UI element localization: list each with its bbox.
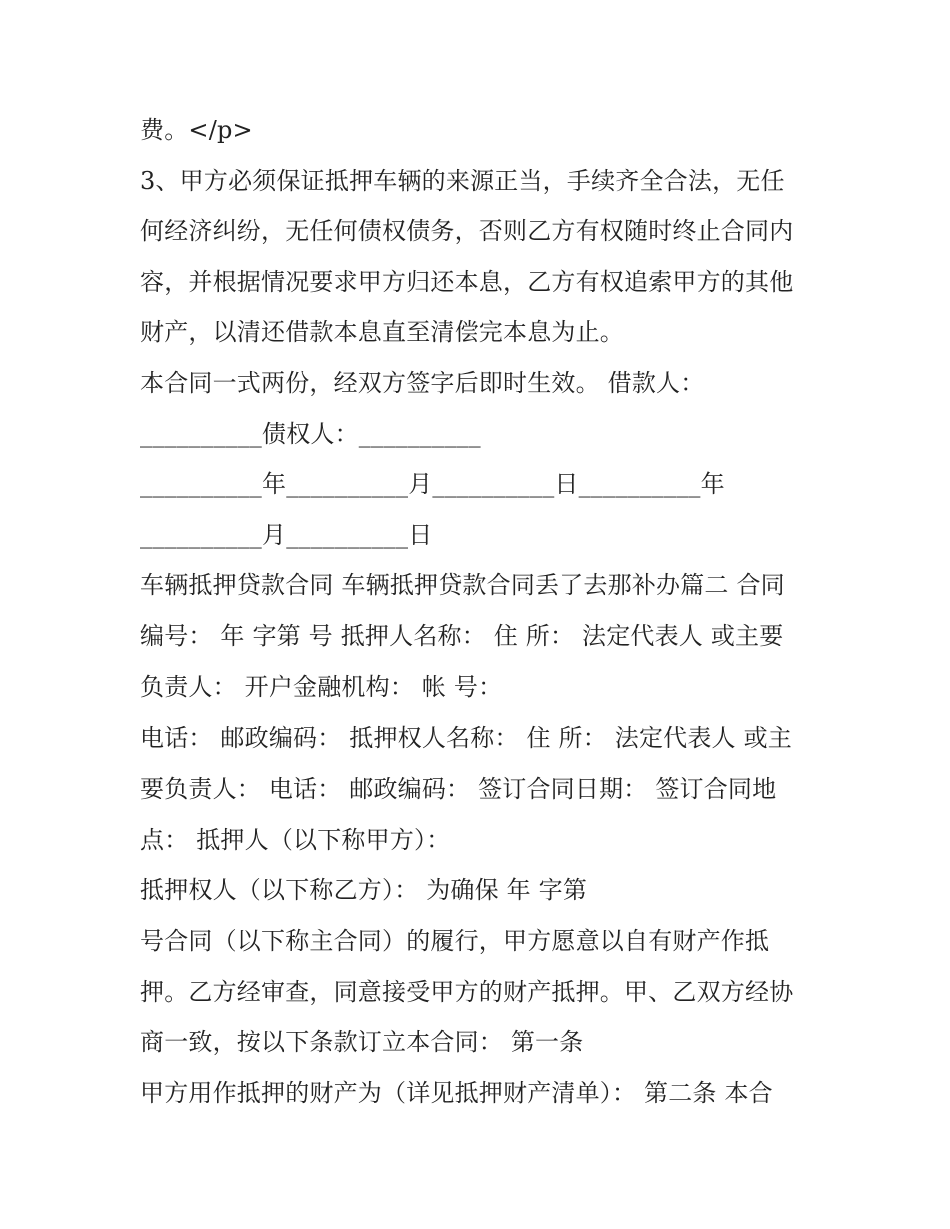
text-line: 甲方用作抵押的财产为（详见抵押财产清单）： 第二条 本合	[140, 1079, 773, 1107]
text-line: 要负责人： 电话： 邮政编码： 签订合同日期： 签订合同地	[140, 775, 777, 803]
text-line: 费。</p>	[140, 116, 253, 144]
text-line: 本合同一式两份，经双方签字后即时生效。 借款人：	[140, 369, 705, 397]
date-line: __________月__________日	[140, 521, 433, 549]
text-line: 押。乙方经审查，同意接受甲方的财产抵押。甲、乙双方经协	[140, 978, 794, 1006]
text-line: 负责人： 开户金融机构： 帐 号：	[140, 673, 503, 701]
date-line: __________年__________月__________日__________年	[140, 470, 725, 498]
text-line: 容，并根据情况要求甲方归还本息，乙方有权追索甲方的其他	[140, 268, 794, 296]
text-line: 号合同（以下称主合同）的履行，甲方愿意以自有财产作抵	[140, 927, 770, 955]
text-line: 编号： 年 字第 号 抵押人名称： 住 所： 法定代表人 或主要	[140, 622, 784, 650]
text-line: 电话： 邮政编码： 抵押权人名称： 住 所： 法定代表人 或主	[140, 724, 792, 752]
text-line: 财产，以清还借款本息直至清偿完本息为止。	[140, 318, 624, 346]
signature-line: __________债权人：__________	[140, 420, 481, 448]
text-line: 商一致，按以下条款订立本合同： 第一条	[140, 1028, 584, 1056]
text-line: 车辆抵押贷款合同 车辆抵押贷款合同丢了去那补办篇二 合同	[140, 571, 785, 599]
text-line: 3、甲方必须保证抵押车辆的来源正当，手续齐全合法，无任	[140, 167, 785, 195]
text-line: 何经济纠纷，无任何债权债务，否则乙方有权随时终止合同内	[140, 217, 794, 245]
text-line: 点： 抵押人（以下称甲方）：	[140, 826, 451, 854]
text-line: 抵押权人（以下称乙方）： 为确保 年 字第	[140, 876, 588, 904]
